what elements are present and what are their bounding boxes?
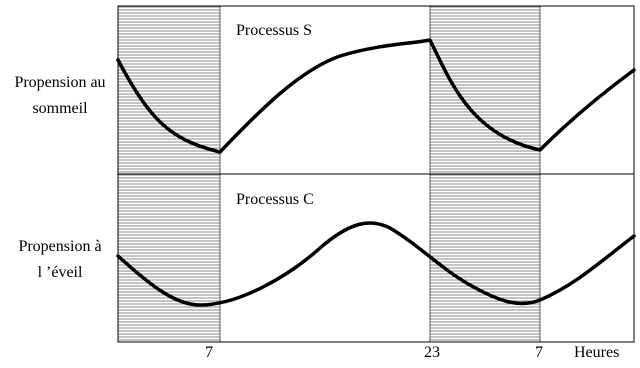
process-s-ylabel-line2: sommeil: [32, 100, 88, 117]
x-tick-23: 23: [424, 344, 440, 361]
process-c-ylabel-line2: l ’éveil: [37, 264, 83, 281]
x-tick-7-first: 7: [205, 344, 213, 361]
process-c-ylabel: [0, 234, 120, 286]
process-c-ylabel-line1: Propension à: [18, 238, 102, 255]
process-s-ylabel-line1: Propension au: [14, 74, 106, 91]
process-s-ylabel: [0, 70, 120, 122]
process-c-title: Processus C: [236, 191, 314, 208]
x-tick-7-second: 7: [535, 344, 543, 361]
x-axis-unit: Heures: [574, 344, 620, 361]
process-s-title: Processus S: [236, 22, 313, 39]
